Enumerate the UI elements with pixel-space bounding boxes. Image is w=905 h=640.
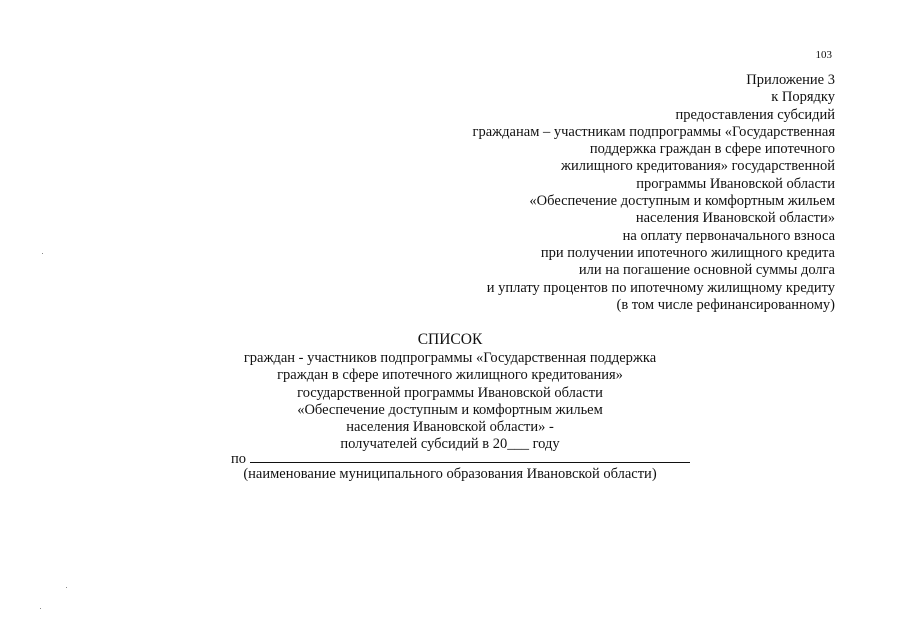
list-subtitle-line: населения Ивановской области» - [346, 419, 554, 436]
appendix-line: на оплату первоначального взноса [622, 227, 835, 244]
list-subtitle-line: граждан - участников подпрограммы «Государственная поддержка [243, 350, 657, 366]
list-subtitle-line: государственной программы Ивановской области [297, 384, 603, 401]
appendix-line: поддержка граждан в сфере ипотечного [589, 141, 835, 158]
appendix-line: Приложение 3 [746, 72, 835, 88]
municipality-caption: (наименование муниципального образования Ивановской области) [243, 466, 657, 482]
municipality-fill-line [250, 449, 690, 463]
po-label: по [231, 451, 247, 467]
list-subtitle-line: получателей субсидий в 20___ году [340, 436, 560, 453]
appendix-line: населения Ивановской области» [635, 210, 835, 227]
appendix-line: к Порядку [771, 89, 835, 106]
page-number: 103 [815, 49, 832, 61]
scan-speck [66, 587, 67, 588]
appendix-line: гражданам – участникам подпрограммы «Государственная [472, 123, 835, 140]
list-title: СПИСОК [417, 331, 483, 348]
appendix-line: или на погашение основной суммы долга [578, 262, 835, 279]
appendix-line: «Обеспечение доступным и комфортным жильем [529, 193, 835, 210]
list-subtitle-line: граждан в сфере ипотечного жилищного кредитования» [277, 367, 623, 384]
scan-speck [40, 608, 41, 609]
appendix-header [235, 72, 835, 314]
appendix-line: при получении ипотечного жилищного кредита [540, 244, 835, 261]
list-heading-block [200, 330, 700, 454]
appendix-line: предоставления субсидий [675, 106, 835, 123]
appendix-line: программы Ивановской области [636, 175, 835, 192]
appendix-line: и уплату процентов по ипотечному жилищному кредиту [486, 279, 835, 296]
scan-speck [42, 253, 43, 254]
appendix-line: жилищного кредитования» государственной [561, 158, 835, 175]
appendix-line: (в том числе рефинансированному) [616, 296, 835, 313]
list-subtitle-line: «Обеспечение доступным и комфортным жильем [297, 401, 603, 418]
